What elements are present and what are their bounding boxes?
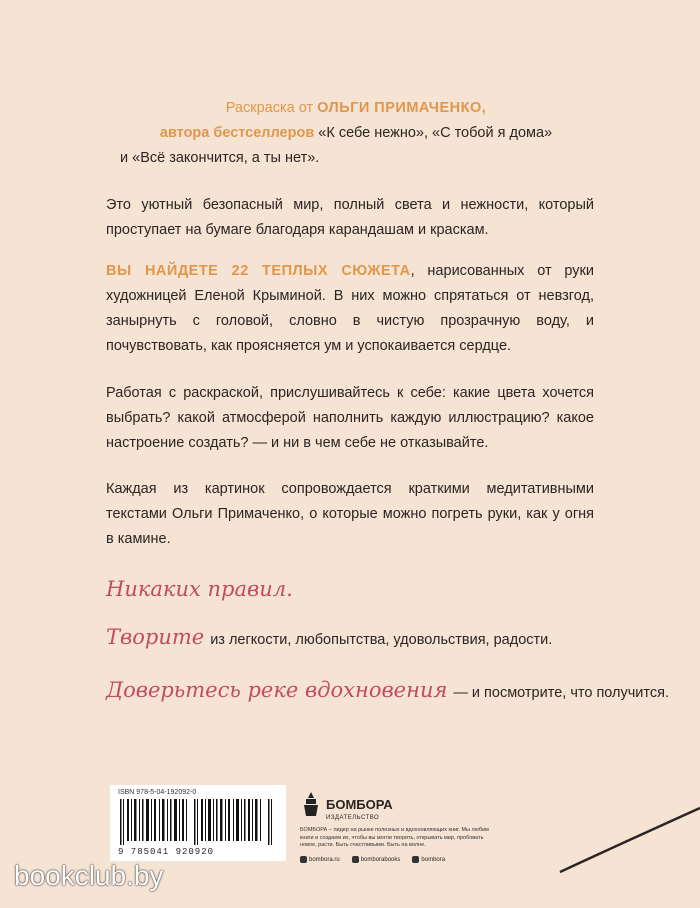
script-create: Творите — [106, 625, 205, 649]
publisher-logo — [300, 790, 490, 818]
intro-prefix: Раскраска от — [225, 100, 314, 116]
intro-block — [106, 96, 606, 171]
paragraph-1-text: Это уютный безопасный мир, полный света и нежности, который проступает на бумаге благодаря карандашам и краскам. — [106, 197, 594, 238]
intro-line-2 — [106, 121, 606, 146]
watermark: bookclub.by — [14, 860, 164, 891]
publisher-socials — [300, 856, 490, 863]
script-line-2 — [106, 625, 552, 649]
bestseller-titles: «К себе нежно», «С тобой я дома» — [318, 125, 553, 141]
publisher-subtitle: ИЗДАТЕЛЬСТВО — [326, 815, 380, 821]
vk-icon — [352, 856, 359, 863]
intro-line-3: и «Всё закончится, а ты нет». — [120, 150, 320, 166]
social-site[interactable]: bombora.ru — [300, 856, 340, 863]
paragraph-4-text: Каждая из картинок сопровождается краткими медитативными текстами Ольги Примаченко, о которые можно погреть руки, как у огня в камине. — [106, 481, 594, 547]
paragraph-4 — [106, 477, 594, 552]
isbn-number: ISBN 978-5-04-192092-0 — [118, 789, 197, 796]
publisher-block — [300, 790, 490, 863]
script-line-3-rest: — и посмотрите, что получится. — [453, 685, 670, 701]
barcode-bars — [118, 799, 278, 845]
barcode-digits: 9 785041 920920 — [118, 847, 215, 857]
bestseller-prefix: автора бестселлеров — [159, 125, 315, 141]
barcode — [110, 785, 286, 861]
paragraph-3-text: Работая с раскраской, прислушивайтесь к себе: какие цвета хочется выбрать? какой атмосферой наполнить каждую иллюстрацию? какое настроение создать? — и ни в чем себе не отказывайте. — [106, 385, 594, 451]
paragraph-1 — [106, 193, 594, 243]
paragraph-2-lead: ВЫ НАЙДЕТЕ 22 ТЕПЛЫХ СЮЖЕТА — [106, 263, 411, 279]
intro-line-1 — [106, 96, 606, 121]
telegram-icon — [412, 856, 419, 863]
globe-icon — [300, 856, 307, 863]
social-vk[interactable]: bomborabooks — [352, 856, 401, 863]
paragraph-2-text — [106, 259, 594, 359]
paragraph-2-rest: , нарисованных от руки художницей Еленой Крыминой. В них можно спрятаться от невзгод, занырнуть с головой, словно в чистую прозрачную воду, и почувствовать, как проясняется ум и успокаивается сердце. — [106, 263, 594, 354]
script-line-1 — [106, 577, 293, 601]
script-no-rules: Никаких правил. — [106, 577, 293, 601]
script-line-3 — [106, 678, 669, 702]
script-trust: Доверьтесь реке вдохновения — [106, 678, 448, 702]
publisher-description: БОМБОРА – лидер на рынке полезных и вдохновляющих книг. Мы любим книги и создаем их, чтобы вы могли творить, открывать мир, пробовать новое, расти. Быть счастливыми. Быть на волне. — [300, 827, 489, 848]
publisher-name: БОМБОРА — [326, 796, 393, 812]
script-line-2-rest: из легкости, любопытства, удовольствия, радости. — [210, 632, 553, 648]
social-telegram[interactable]: bombora — [412, 856, 445, 863]
author-name: ОЛЬГИ ПРИМАЧЕНКО, — [317, 100, 487, 116]
paragraph-3 — [106, 381, 594, 456]
paragraph-2 — [106, 259, 594, 359]
publisher-mascot-icon — [300, 790, 322, 818]
